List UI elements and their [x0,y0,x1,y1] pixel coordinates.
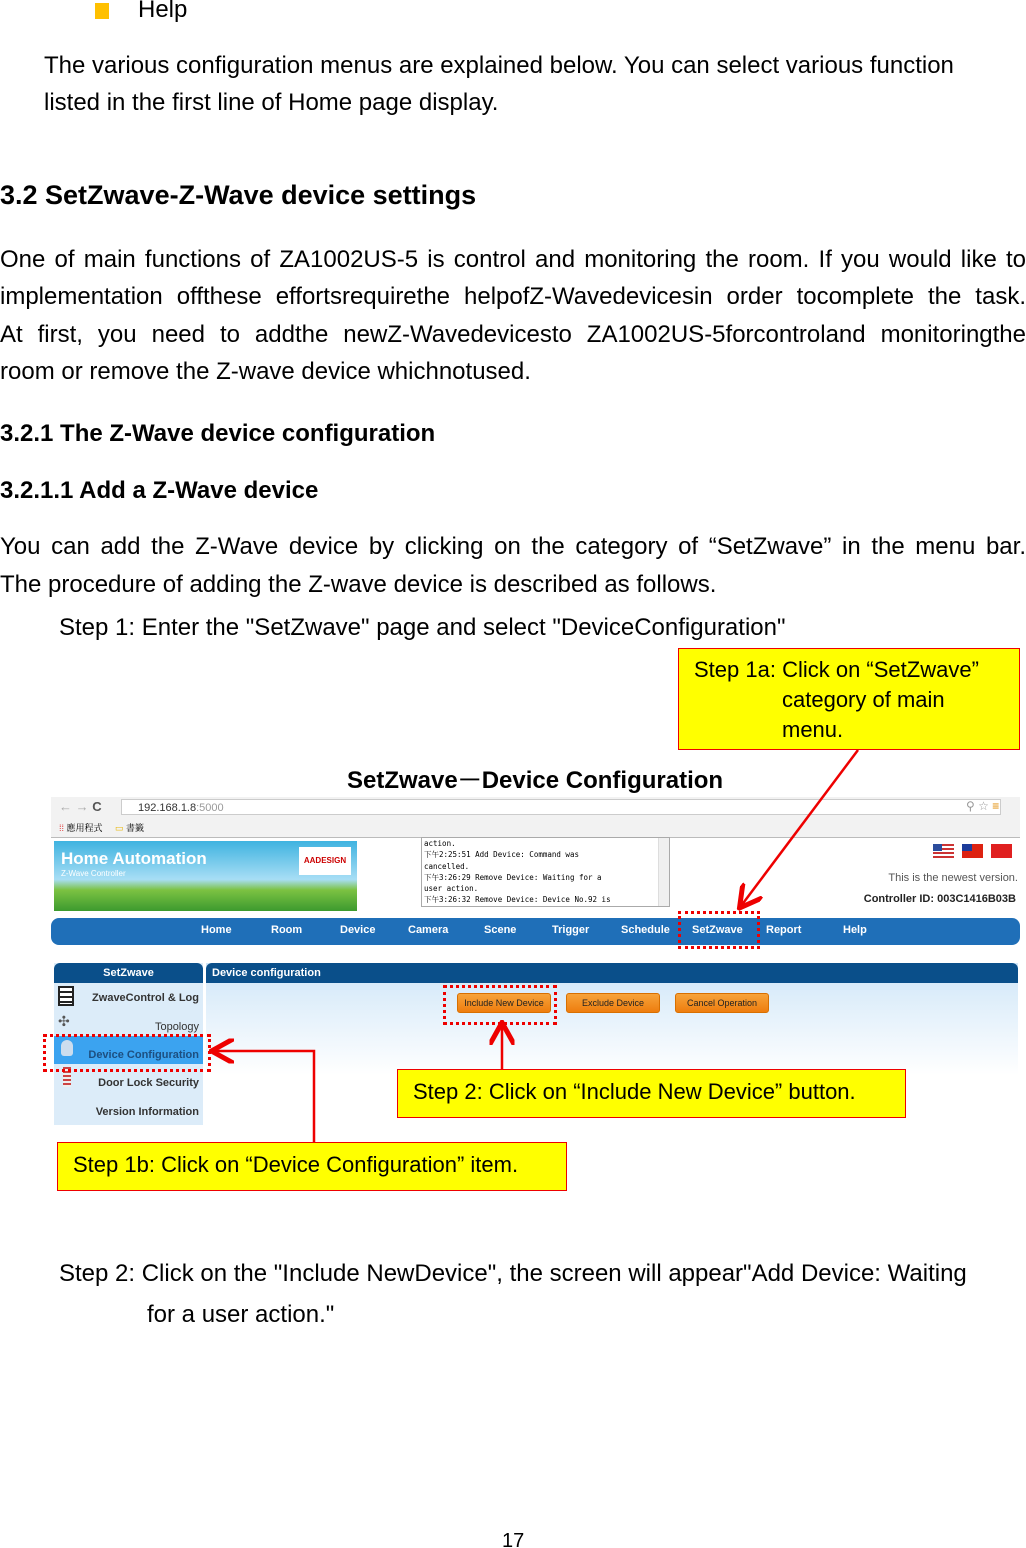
step2-line: Step 2: Click on the "Include NewDevice", the screen will appear"Add Device: Waiting [59,1260,967,1287]
sidebar-title: SetZwave [54,963,203,983]
log-line: 下午2:25:51 Add Device: Command was [424,850,579,860]
folder-bookmark[interactable]: ▭ 書籤 [115,823,145,833]
nav-schedule[interactable]: Schedule [621,924,670,936]
url-host: 192.168.1.8 [138,802,197,814]
version-status: This is the newest version. [888,872,1018,884]
apps-bookmark[interactable]: ⁞⁞ 應用程式 [59,823,103,833]
log-line: cancelled. [424,861,470,871]
banner-title: Home Automation [61,849,207,868]
nav-help[interactable]: Help [843,924,867,936]
log-line: 下午3:26:29 Remove Device: Waiting for a [424,872,602,882]
cancel-operation-button[interactable]: Cancel Operation [675,993,769,1013]
bookmark-label: 應用程式 [66,823,103,833]
log-line: user action. [424,884,479,894]
intro-line: The various configuration menus are explained below. You can select various function [44,52,954,79]
step1-text: Step 1: Enter the "SetZwave" page and select "DeviceConfiguration" [59,614,786,641]
callout-step-1b [57,1142,567,1191]
para-line: implementation offthese effortsrequirethe helpofZ-Wavedevicesin order tocomplete the task. [0,283,1026,310]
page-number: 17 [502,1530,525,1548]
nav-device[interactable]: Device [340,924,376,936]
nav-camera[interactable]: Camera [408,924,449,936]
bullet-item-help: Help [138,0,188,23]
sidebar-item-zwavecontrol-log[interactable]: ZwaveControl & Log [92,992,199,1004]
para-line: room or remove the Z-wave device whichnotused. [0,358,531,385]
heading-3-2-1-1: 3.2.1.1 Add a Z-Wave device [0,477,319,504]
banner-subtitle: Z-Wave Controller [61,869,126,878]
sidebar-item-topology[interactable]: Topology [154,1021,199,1033]
callout-text: Step 1b: Click on “Device Configuration” item. [73,1152,519,1177]
callout-text: Step 2: Click on “Include New Device” button. [413,1079,856,1104]
figure-caption: SetZwave－Device Configuration [347,767,724,794]
sidebar-item-door-lock-security[interactable]: Door Lock Security [98,1077,199,1089]
heading-3-2: 3.2 SetZwave-Z-Wave device settings [0,180,477,210]
callout-line: Step 1a: Click on “SetZwave” [694,657,979,682]
nav-back-forward-reload-icons[interactable]: ← → C [59,799,102,814]
nav-home[interactable]: Home [201,924,232,936]
sidebar-item-version-information[interactable]: Version Information [95,1106,199,1118]
url-port: :5000 [196,802,224,814]
nav-room[interactable]: Room [271,924,303,936]
callout-line: menu. [782,717,844,742]
log-line: action. [424,839,456,848]
para-line: One of main functions of ZA1002US-5 is control and monitoring the room. If you would like to [0,246,1026,273]
include-new-device-button[interactable]: Include New Device [457,993,551,1013]
heading-3-2-1: 3.2.1 The Z-Wave device configuration [0,420,436,447]
exclude-device-button[interactable]: Exclude Device [566,993,660,1013]
step2-line: for a user action." [147,1301,335,1328]
intro-line: listed in the first line of Home page display. [44,89,499,116]
callout-step-2 [397,1069,906,1118]
arrow-1b [214,1051,314,1142]
nav-scene[interactable]: Scene [484,924,517,936]
bookmark-label: 書籤 [126,823,145,833]
company-logo: AADESIGN [299,847,351,875]
controller-id: Controller ID: 003C1416B03B [863,893,1016,905]
para-line: At first, you need to addthe newZ-Wavedevicesto ZA1002US-5forcontroland monitoringthe [0,321,1026,348]
star-menu-icons[interactable]: ⚲ ☆ ≡ [966,799,1000,813]
callout-line: category of main [782,687,945,712]
nav-trigger[interactable]: Trigger [552,924,590,936]
para-line: The procedure of adding the Z-wave device is described as follows. [0,571,717,598]
sidebar-item-device-configuration[interactable]: Device Configuration [88,1049,199,1061]
arrow-1a [741,750,858,906]
panel-title: Device configuration [206,963,1018,983]
nav-setzwave[interactable]: SetZwave [692,924,743,936]
log-line: 下午3:26:32 Remove Device: Device No.92 is [424,895,611,905]
para-line: You can add the Z-Wave device by clicking on the category of “SetZwave” in the menu bar. [0,533,1026,560]
nav-report[interactable]: Report [766,924,802,936]
topology-icon: ✣ [58,1013,70,1029]
